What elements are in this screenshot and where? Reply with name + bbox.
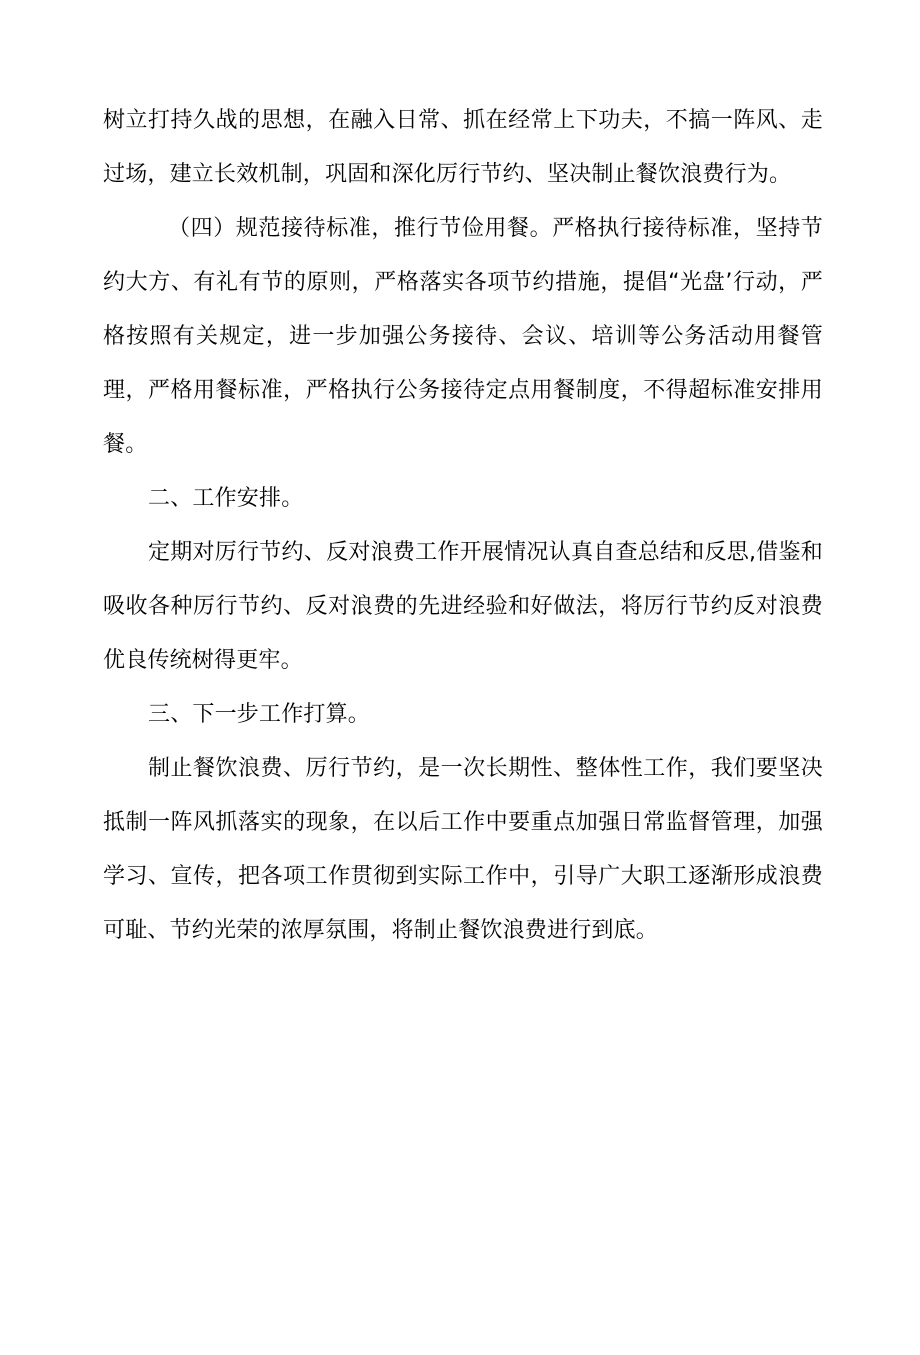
document-body	[103, 94, 823, 958]
paragraph-section-four: （四）规范接待标准，推行节俭用餐。严格执行接待标准，坚持节约大方、有礼有节的原则，严格落实各项节约措施，提倡“光盘’行动，严格按照有关规定，进一步加强公务接待、会议、培训等公务活动用餐管理，严格用餐标准，严格执行公务接待定点用餐制度，不得超标准安排用餐。	[103, 216, 823, 457]
heading-next-steps: 三、下一步工作打算。	[148, 702, 371, 727]
paragraph-work-arrangement: 定期对厉行节约、反对浪费工作开展情况认真自查总结和反思,借鉴和吸收各种厉行节约、反对浪费的先进经验和好做法，将厉行节约反对浪费优良传统树得更牢。	[103, 540, 823, 673]
paragraph-next-steps: 制止餐饮浪费、厉行节约，是一次长期性、整体性工作，我们要坚决抵制一阵风抓落实的现象，在以后工作中要重点加强日常监督管理，加强学习、宣传，把各项工作贯彻到实际工作中，引导广大职工逐渐形成浪费可耻、节约光荣的浓厚氛围，将制止餐饮浪费进行到底。	[103, 756, 823, 943]
heading-work-arrangement: 二、工作安排。	[148, 486, 304, 511]
paragraph-continuation: 树立打持久战的思想，在融入日常、抓在经常上下功夫，不搞一阵风、走过场，建立长效机制，巩固和深化厉行节约、坚决制止餐饮浪费行为。	[103, 108, 823, 187]
